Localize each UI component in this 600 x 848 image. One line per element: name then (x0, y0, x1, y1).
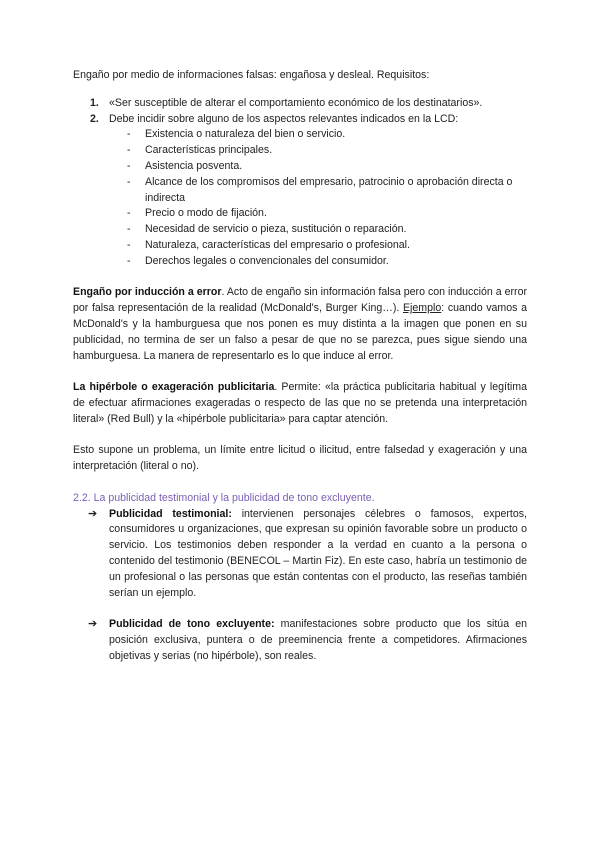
excluyente-text: manifestaciones sobre producto que los sitúa en posición exclusiva, puntera o de preeminencia frente a competidores. Afirmaciones objetivas y serias (no hipérbole), son reales. (109, 618, 527, 662)
requisito-text: Debe incidir sobre alguno de los aspectos relevantes indicados en la LCD: (109, 112, 459, 125)
aspecto-item (73, 127, 527, 143)
ejemplo-label: Ejemplo (402, 302, 442, 315)
excluyente-item (73, 617, 527, 664)
aspectos-list (73, 127, 527, 269)
aspecto-item (73, 222, 527, 238)
induccion-example-text: : cuando vamos a McDonald's y la hamburguesa que nos ponen es muy distinta a la imagen que ponen en su publicidad, no termina de ser un falso a pesar de que no se parezca, pues sigue siendo una hamburguesa. La manera de representarlo es lo que induce al error. (73, 302, 527, 362)
induccion-paragraph (73, 285, 527, 364)
aspecto-text: Naturaleza, características del empresario o profesional. (145, 238, 410, 251)
dash-bullet: - (127, 128, 131, 141)
aspecto-item (73, 206, 527, 222)
requisito-number: 2. (90, 112, 99, 125)
aspecto-text: Necesidad de servicio o pieza, sustitución o reparación. (145, 223, 407, 236)
arrow-icon: ➔ (88, 507, 98, 520)
testimonial-text: intervienen personajes célebres o famosos, expertos, consumidores u organizaciones, que expresan su opinión favorable sobre un producto o servicio. Los testimonios deben responder a la verdad en cuanto a la persona o contenido del testimonio (BENECOL – Martin Fiz). En este caso, habría un testimonio de un profesional o las personas que están contentas con el producto, las reseñas también serían un ejemplo. (109, 507, 527, 599)
dash-bullet: - (127, 238, 131, 251)
testimonial-item (73, 507, 527, 602)
requisitos-list (73, 96, 527, 128)
aspecto-text: Existencia o naturaleza del bien o servicio. (145, 128, 346, 141)
dash-bullet: - (127, 144, 131, 157)
aspecto-text: Derechos legales o convencionales del consumidor. (145, 254, 389, 267)
section-heading: 2.2. La publicidad testimonial y la publicidad de tono excluyente. (73, 491, 375, 504)
induccion-text: . Acto de engaño sin información falsa pero con inducción a error por falsa representación de la realidad (McDonald's, Burger King…). (73, 286, 528, 315)
aspecto-text: Alcance de los compromisos del empresario, patrocinio o aprobación directa o indirecta (145, 175, 513, 204)
dash-bullet: - (127, 175, 131, 188)
testimonial-title: Publicidad testimonial: (109, 507, 232, 520)
aspecto-item (73, 175, 527, 207)
aspecto-text: Precio o modo de fijación. (145, 207, 267, 220)
publicidad-list-2 (73, 617, 527, 664)
hiperbole-paragraph (73, 380, 527, 427)
aspecto-item (73, 159, 527, 175)
aspecto-item (73, 143, 527, 159)
aspecto-text: Asistencia posventa. (145, 159, 243, 172)
dash-bullet: - (127, 223, 131, 236)
requisito-number: 1. (90, 96, 99, 109)
induccion-title: Engaño por inducción a error (73, 286, 222, 299)
requisito-item (73, 112, 527, 128)
problema-paragraph: Esto supone un problema, un límite entre licitud o ilicitud, entre falsedad y exageración y una interpretación (literal o no). (73, 444, 527, 473)
document-body (73, 68, 527, 664)
hiperbole-title: La hipérbole o exageración publicitaria (73, 381, 275, 394)
aspecto-text: Características principales. (145, 144, 273, 157)
aspecto-item (73, 238, 527, 254)
requisito-text: «Ser susceptible de alterar el comportamiento económico de los destinatarios». (109, 96, 483, 109)
dash-bullet: - (127, 254, 131, 267)
dash-bullet: - (127, 207, 131, 220)
requisito-item (73, 96, 527, 112)
publicidad-list (73, 507, 527, 602)
arrow-icon: ➔ (88, 618, 98, 631)
aspecto-item (73, 254, 527, 270)
excluyente-title: Publicidad de tono excluyente: (109, 618, 275, 631)
dash-bullet: - (127, 159, 131, 172)
intro-paragraph: Engaño por medio de informaciones falsas: engañosa y desleal. Requisitos: (73, 69, 430, 81)
hiperbole-text: . Permite: «la práctica publicitaria habitual y legítima de efectuar afirmaciones exageradas o respecto de las que no se pretenda una interpretación literal» (Red Bull) y la «hipérbole publicitaria» para captar atención. (73, 381, 527, 425)
